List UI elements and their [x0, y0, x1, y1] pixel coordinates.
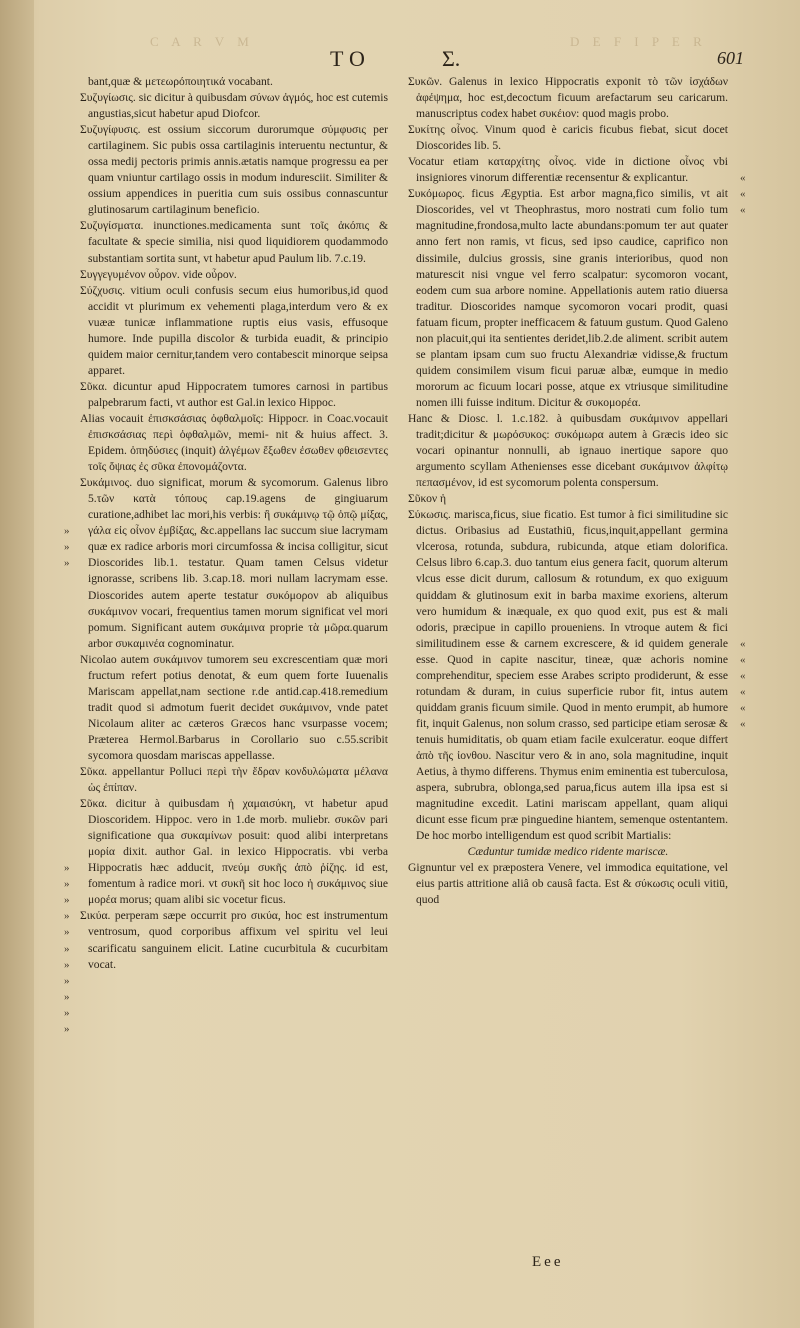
entry-paragraph: Συζυγίσματα. inunctiones.medicamenta sunt τοῖς ἀκόπις & facultate & specie similia, nisi quod liquidiorem quodammodo substantiam sortita sunt, vt habetur apud Paulum lib. 7.c.19.: [80, 219, 388, 265]
entry-paragraph: Σῦκα. appellantur Polluci περὶ τὴν ἕδραν κονδυλώματα μέλανα ὡς ἐπίπαν.: [80, 765, 388, 795]
entry-paragraph: Hanc & Diosc. l. 1.c.182. à quibusdam συκάμινον appellari tradit;dicitur & μωρόσυκος: συκόμωρα autem à Græcis ideo sic vocari opinantur nonnulli, ab ignauo inertique sapore quo argumento scyllam Athenienses esse dicebant συκάμινον ἀλφίτῳ πεπασμένον, id est sycomorum polenta conspersum.: [408, 411, 728, 490]
entry-paragraph: Σικύα. perperam sæpe occurrit pro σικύα, hoc est instrumentum ventrosum, quod corporibus affixum vel spiritu vel leui scarificatu sanguinem elicit. Latine cucurbitula & cucurbitam vocat.: [80, 909, 388, 971]
page-number: 601: [717, 48, 744, 68]
running-head-word: TO: [330, 46, 371, 71]
entry-paragraph: Συκάμινος. duo significat, morum & sycomorum. Galenus libro 5.τῶν κατὰ τόπους cap.19.agens de gingiuarum curatione,adhibet lac mori,his verbis: ἢ συκάμινῳ τῷ ὀπῷ μίξας, γάλα εἰς οἶνον ἐμβίξας, &c.appellans lac succum siue lacrymam quæ ex radice arboris mori circumfossa & incisa colligitur, sicut Dioscorides lib.1. testatur. Quam tamen Celsus videtur ignorasse, scribens lib. 3.cap.18. mori nullam lacrymam esse. Dioscorides autem aperte testatur συκόμορον ab aliquibus συκάμινον vocari, frequentius tamen morum significat vel mori pomum. Significant autem συκάμινα proprie τὰ μῶρα.quarum arbor συκαμινέα cognominatur.: [80, 476, 388, 650]
left-margin-quote-marks: » » » » » » » » » » » » » »: [64, 525, 70, 1035]
running-head-letter: Σ.: [442, 46, 461, 71]
entry-paragraph: Συκόμωρος. ficus Ægyptia. Est arbor magna,fico similis, vt ait Dioscorides, vel vt Theophrastus, moro nostrati cum folio tum magnitudine,frondosa,multo lacte abundans:pomum ter aut quater anno fert non ramis, vt ficus, sed ipso caudice, caprifico non dissimile, dulcius grossis, sine granis interioribus, quod non maturescit nisi vngue vel ferro scalpatur: sycomoron vocant, eodem cum sua arbore nomine. Appellationis autem ratio diuersa traditur. Dioscorides namque sycomoron vocari prodit, quasi fatuam ficum, propter inefficacem & fatuum gustum. Quod Galeno non placuit,qui ita sentientes deridet,lib.2.de aliment. scribit autem se plantam ipsam cum suo fructu Alexandriæ vidisse,& fructum quidem consimilem visum ficui paruæ albæ, eumque in medio mororum ac ficuum locari posse, atque ex vtriusque similitudine nomen illi fuisse inditum. Dicitur & συκομορέα.: [408, 187, 728, 409]
right-margin-quote-marks: « « « « « « « « «: [740, 172, 746, 730]
entry-paragraph: Συγγεγυμένον οὖρον. vide οὖρον.: [80, 267, 237, 281]
entry-paragraph: Gignuntur vel ex præpostera Venere, vel immodica equitatione, vel eius partis attritione aliâ ob causâ facta. Est & σύκωσις oculi vitiū, quod: [408, 861, 728, 907]
entry-paragraph: Συζυγίφυσις. est ossium siccorum durorumque σύμφυσις per cartilaginem. Sic pubis ossa cartilaginis interuentu nectuntur, & ossa medij pectoris primis annis.ætatis namque progressu ea per quam vniuntur cartilago ossis in modum induresciit. Similiter & ossium appendices in pueritia cum suis ossibus connascuntur glutinosarum cartilaginum beneficio.: [80, 123, 388, 217]
entry-paragraph: Σύκωσις. marisca,ficus, siue ficatio. Est tumor à fici similitudine sic dictus. Oribasius ad Eustathiū, ficus,inquit,appellant germina vlcerosa, rotunda, subdura, rubicunda, atque etiam dolorifica. Celsus libro 6.cap.3. duo tantum eius genera facit, quorum alterum vlcus esse dicit durum, callosum & rotundum, ex quo exiguum quiddam & glutinosum exit in barba maxime exoriens, alterum vero humidum & inæquale, ex quo quod exit, pus est & mali odoris, præcipue in capillo proueniens. In vtroque autem & fici similitudinem esse & carnem excrescere, & id quidem generale esse. Quod in capite nascitur, tineæ, quæ achoris nomine comprehenditur, speciem esse Arabes scripto prodiderunt, & esse rotundam & duram, in cuius superficie rubor fit, intus autem quiddam granis ficuum simile. Quod in mento erumpit, ab humore fit, inquit Galenus, non solum crasso, sed participe etiam serosæ & tenuis humiditatis, ob quam etiam facile exulceratur. eoque differt ἀπὸ τῆς ἰονθου. Nascitur vero & in ano, sola magnitudine, inquit Aetius, à thymo differens. Thymus enim eminentia est tuberculosa, aspera, subrubra, oblonga,sed parua,ficus autem illa ipsa est si magnitudine excedit. Latini mariscam appellant, quam aliqui dicunt esse ficum præ pinguedine hiantem, semenque ostentantem. De hoc morbo intelligendum est quod scribit Martialis:: [408, 508, 728, 843]
entry-paragraph: Σῦκα. dicitur à quibusdam ἡ χαμαισύκη, vt habetur apud Dioscoridem. Hippoc. vero in 1.de morb. muliebr. συκῶν pari significatione qua συκαμίνων posuit: quod alibi interpretans μορία dixit. author Gal. in lexico Hippocratis. vbi verba Hippocratis hæc adducit, πνεύμ συκῆς ἀπὸ ῥίζης. id est, fomentum à radice mori. vt συκῆ sit hoc loco ἡ συκάμινος siue μορέα morus; quam alibi sic vocetur ficus.: [80, 797, 388, 907]
entry-paragraph: Συκῶν. Galenus in lexico Hippocratis exponit τὸ τῶν ἰσχάδων ἀφέψημα, hoc est,decoctum ficuum arefactarum seu caricarum. manuscriptus codex habet συκέιον: quod magis probo.: [408, 75, 728, 121]
entry-paragraph: Συκίτης οἶνος. Vinum quod è caricis ficubus fiebat, sicut docet Dioscorides lib. 5.: [408, 123, 728, 153]
bleed-through-left: C A R V M: [150, 34, 254, 49]
binding-gutter: [0, 0, 34, 1328]
entry-paragraph: Συζυγίωσις. sic dicitur à quibusdam σύνων ἀγμός, hoc est cutemis angustias,sicut habetur apud Diofcor.: [80, 91, 388, 121]
entry-paragraph: Alias vocauit ἐπισκσάσιας ὀφθαλμοῖς: Hippocr. in Coac.vocauit ἐπισκσάσιας περὶ ὀφθαλμῶν, memi- nit & huius affect. 3. Epidem. ὀπηδύσιες (inquit) ἀλγέμων ἔξωθεν ἐσωθεν φθεισεντες τοῖς ὄψιας ἐς σῦκα ἐπονομάζοντα.: [80, 411, 388, 474]
entry-paragraph: Σύζχυσις. vitium oculi confusis secum eius humoribus,id quod accidit vt plurimum ex vehementi plaga,interdum vero & ex vuææ tunicæ inflammatione ruptis eius vasis, effusoque humore. Inde pupilla discolor & turbida euadit, & principio quidem maior cernitur,tandem vero contabescit minorque seipsa apparet.: [80, 283, 388, 377]
left-column: [80, 74, 388, 973]
right-column: [408, 74, 728, 908]
entry-paragraph: Nicolao autem συκάμινον tumorem seu excrescentiam quæ mori fructum refert potius denotat, & eum quem forte Iuuenalis Mariscam appellat,nam sectione r.de antid.cap.418.remedium tradit quod si admotum fuerit decidet συκάμινον, vnde patet Nicolaum aliter ac cæteros Græcos hanc vsurpasse vocem; Præterea Hermol.Barbarus in Corollario suo c.55.scribit sycomora quosdam mariscas appellasse.: [80, 652, 388, 762]
entry-paragraph: Σῦκα. dicuntur apud Hippocratem tumores carnosi in partibus palpebrarum facti, vt author est Gal.in lexico Hippoc.: [80, 379, 388, 409]
entry-paragraph: Vocatur etiam καταρχίτης οἶνος. vide in dictione οἶνος vbi insigniores vinorum differentiæ recensentur & explicantur.: [408, 155, 728, 185]
bleed-through-right: D E F I P E R: [570, 34, 707, 49]
entry-paragraph: Σῦκον ἡ: [408, 492, 447, 506]
verse-quotation: Cæduntur tumidæ medico ridente mariscæ.: [467, 845, 669, 859]
entry-paragraph: bant,quæ & μετεωρόποιητικά vocabant.: [88, 75, 273, 88]
signature-mark: Eee: [532, 1254, 564, 1270]
